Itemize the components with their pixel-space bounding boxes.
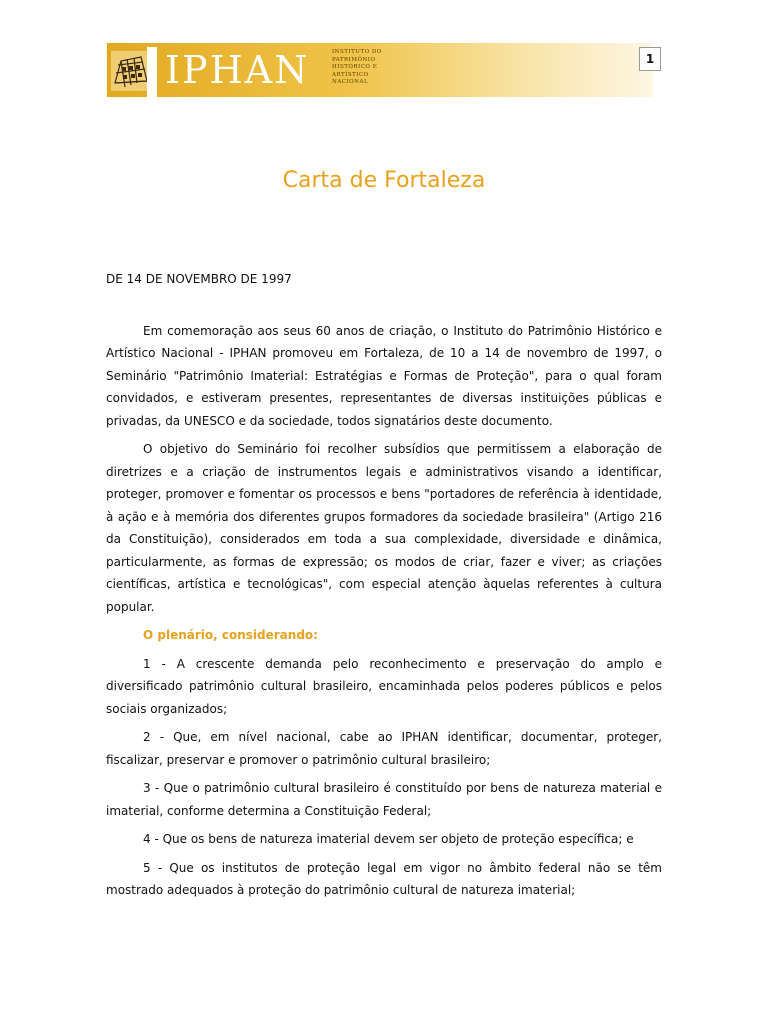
list-item: 3 - Que o patrimônio cultural brasileiro é constituído por bens de natureza material e imaterial, conforme determina a Constituição Federal; [106, 781, 662, 818]
logo-wordmark: IPHAN [165, 48, 310, 92]
list-item: 5 - Que os institutos de proteção legal em vigor no âmbito federal não se têm mostrado adequados à proteção do patrimônio cultural de natureza imaterial; [106, 860, 662, 897]
iphan-logo-icon [107, 43, 157, 97]
logo-subtitle-line: NACIONAL [332, 79, 369, 86]
document-date: DE 14 DE NOVEMBRO DE 1997 [106, 272, 292, 286]
logo-subtitle-line: ARTÍSTICO [332, 71, 369, 78]
document-body [106, 268, 662, 908]
logo-subtitle-line: PATRIMÔNIO [332, 56, 376, 63]
list-item: 4 - Que os bens de natureza imaterial devem ser objeto de proteção específica; e [143, 832, 634, 846]
logo-subtitle [332, 49, 412, 87]
list-item: 1 - A crescente demanda pelo reconhecimento e preservação do amplo e diversificado patrimônio cultural brasileiro, encaminhada pelos poderes públicos e pelos sociais organizados; [106, 656, 662, 716]
page-number: 1 [639, 47, 661, 71]
paragraph: Em comemoração aos seus 60 anos de criação, o Instituto do Patrimônio Histórico e Artístico Nacional - IPHAN promoveu em Fortaleza, de 10 a 14 de novembro de 1997, o Seminário "Patrimônio Imaterial: Estratégias e Formas de Proteção", para o qual foram convidados, e estiveram presentes, representantes de diversas instituições públicas e privadas, da UNESCO e da sociedade, todos signatários deste documento. [106, 323, 662, 428]
logo-subtitle-line: INSTITUTO DO [332, 49, 382, 55]
list-item: 2 - Que, em nível nacional, cabe ao IPHAN identificar, documentar, proteger, fiscalizar, preservar e promover o patrimônio cultural brasileiro; [106, 730, 662, 767]
logo-subtitle-line: HISTÓRICO E [332, 64, 378, 71]
paragraph: O objetivo do Seminário foi recolher subsídios que permitissem a elaboração de diretrizes e a criação de instrumentos legais e administrativos visando a identificar, proteger, promover e fomentar os processos e bens "portadores de referência à identidade, à ação e à memória dos diferentes grupos formadores da sociedade brasileira" (Artigo 216 da Constituição), considerados em toda a sua complexidade, diversidade e dinâmica, particularmente, as formas de expressão; os modos de criar, fazer e viver; as criações científicas, artística e tecnológicas", com especial atenção àquelas referentes à cultura popular. [106, 442, 662, 614]
header-banner [107, 43, 653, 97]
document-title: Carta de Fortaleza [282, 168, 486, 193]
section-heading: O plenário, considerando: [143, 628, 318, 642]
